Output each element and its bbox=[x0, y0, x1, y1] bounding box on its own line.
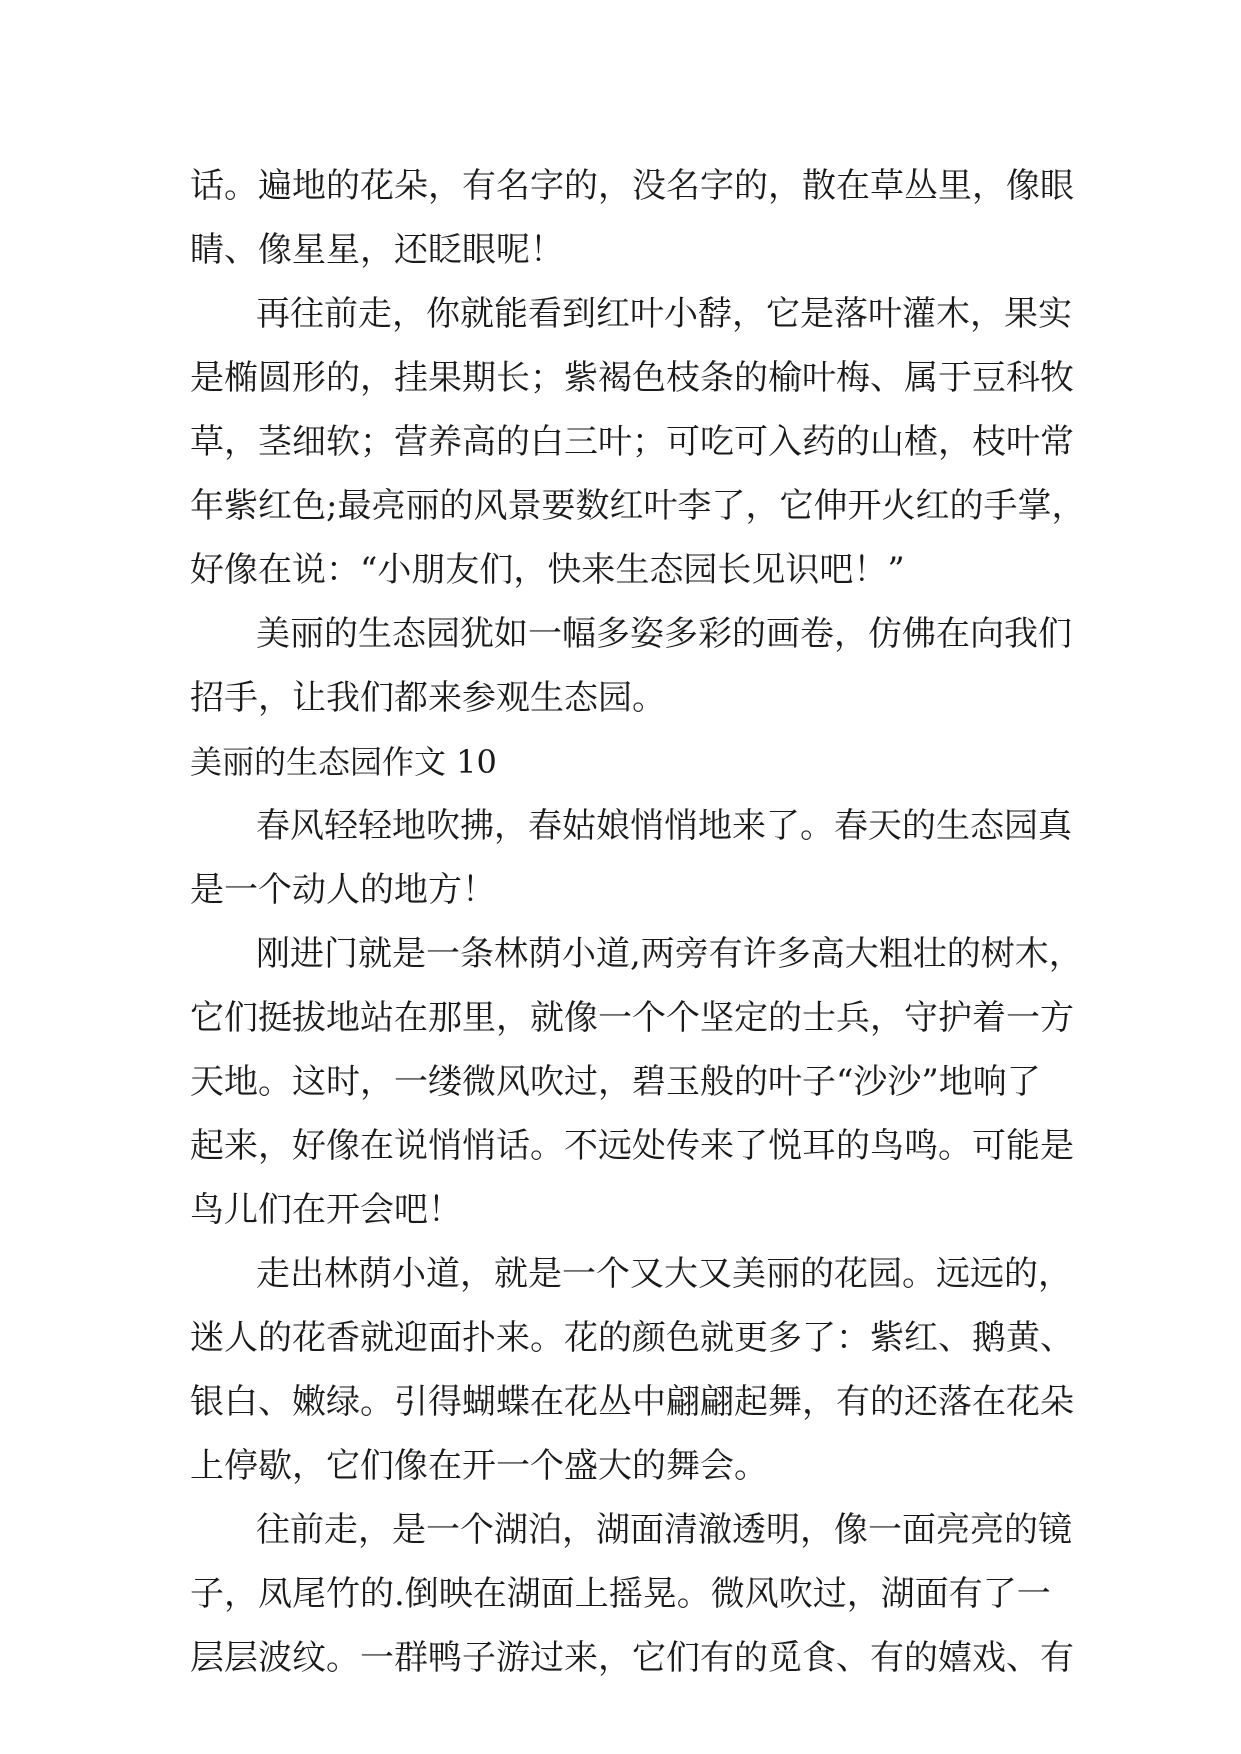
paragraph-start-line: 再往前走，你就能看到红叶小馞，它是落叶灌木，果实 bbox=[256, 294, 1072, 334]
essay-title: 美丽的生态园作文 10 bbox=[190, 743, 497, 781]
text-line: 招手，让我们都来参观生态园。 bbox=[190, 678, 666, 718]
text-line: 是椭圆形的，挂果期长；紫褐色枝条的榆叶梅、属于豆科牧 bbox=[190, 358, 1074, 398]
text-line: 子，凤尾竹的.倒映在湖面上摇晃。微风吹过，湖面有了一 bbox=[190, 1574, 1051, 1614]
text-line: 上停歇，它们像在开一个盛大的舞会。 bbox=[190, 1446, 768, 1486]
text-line: 鸟儿们在开会吧！ bbox=[190, 1190, 462, 1230]
text-line: 起来，好像在说悄悄话。不远处传来了悦耳的鸟鸣。可能是 bbox=[190, 1126, 1074, 1166]
text-line: 话。遍地的花朵，有名字的，没名字的，散在草丛里，像眼 bbox=[190, 166, 1074, 206]
paragraph-start-line: 走出林荫小道，就是一个又大又美丽的花园。远远的， bbox=[256, 1254, 1072, 1294]
text-line: 层层波纹。一群鸭子游过来，它们有的觅食、有的嬉戏、有 bbox=[190, 1638, 1074, 1678]
essay-text bbox=[190, 154, 1086, 1690]
paragraph-start-line: 美丽的生态园犹如一幅多姿多彩的画卷，仿佛在向我们 bbox=[256, 614, 1072, 654]
text-line: 好像在说：“小朋友们，快来生态园长见识吧！” bbox=[190, 550, 905, 590]
paragraph-start-line: 春风轻轻地吹拂，春姑娘悄悄地来了。春天的生态园真 bbox=[256, 806, 1072, 846]
paragraph-start-line: 往前走，是一个湖泊，湖面清澈透明，像一面亮亮的镜 bbox=[256, 1510, 1072, 1550]
paragraph-start-line: 刚进门就是一条林荫小道,两旁有许多高大粗壮的树木， bbox=[256, 934, 1083, 974]
text-line: 草，茎细软；营养高的白三叶；可吃可入药的山楂，枝叶常 bbox=[190, 422, 1074, 462]
text-line: 迷人的花香就迎面扑来。花的颜色就更多了：紫红、鹅黄、 bbox=[190, 1318, 1074, 1358]
text-line: 银白、嫩绿。引得蝴蝶在花丛中翩翩起舞，有的还落在花朵 bbox=[190, 1382, 1074, 1422]
text-line: 它们挺拔地站在那里，就像一个个坚定的士兵，守护着一方 bbox=[190, 998, 1074, 1038]
text-line: 年紫红色;最亮丽的风景要数红叶李了，它伸开火红的手掌， bbox=[190, 486, 1086, 526]
text-line: 天地。这时，一缕微风吹过，碧玉般的叶子“沙沙”地响了 bbox=[190, 1062, 1041, 1102]
text-line: 是一个动人的地方！ bbox=[190, 870, 496, 910]
text-line: 睛、像星星，还眨眼呢！ bbox=[190, 230, 564, 270]
